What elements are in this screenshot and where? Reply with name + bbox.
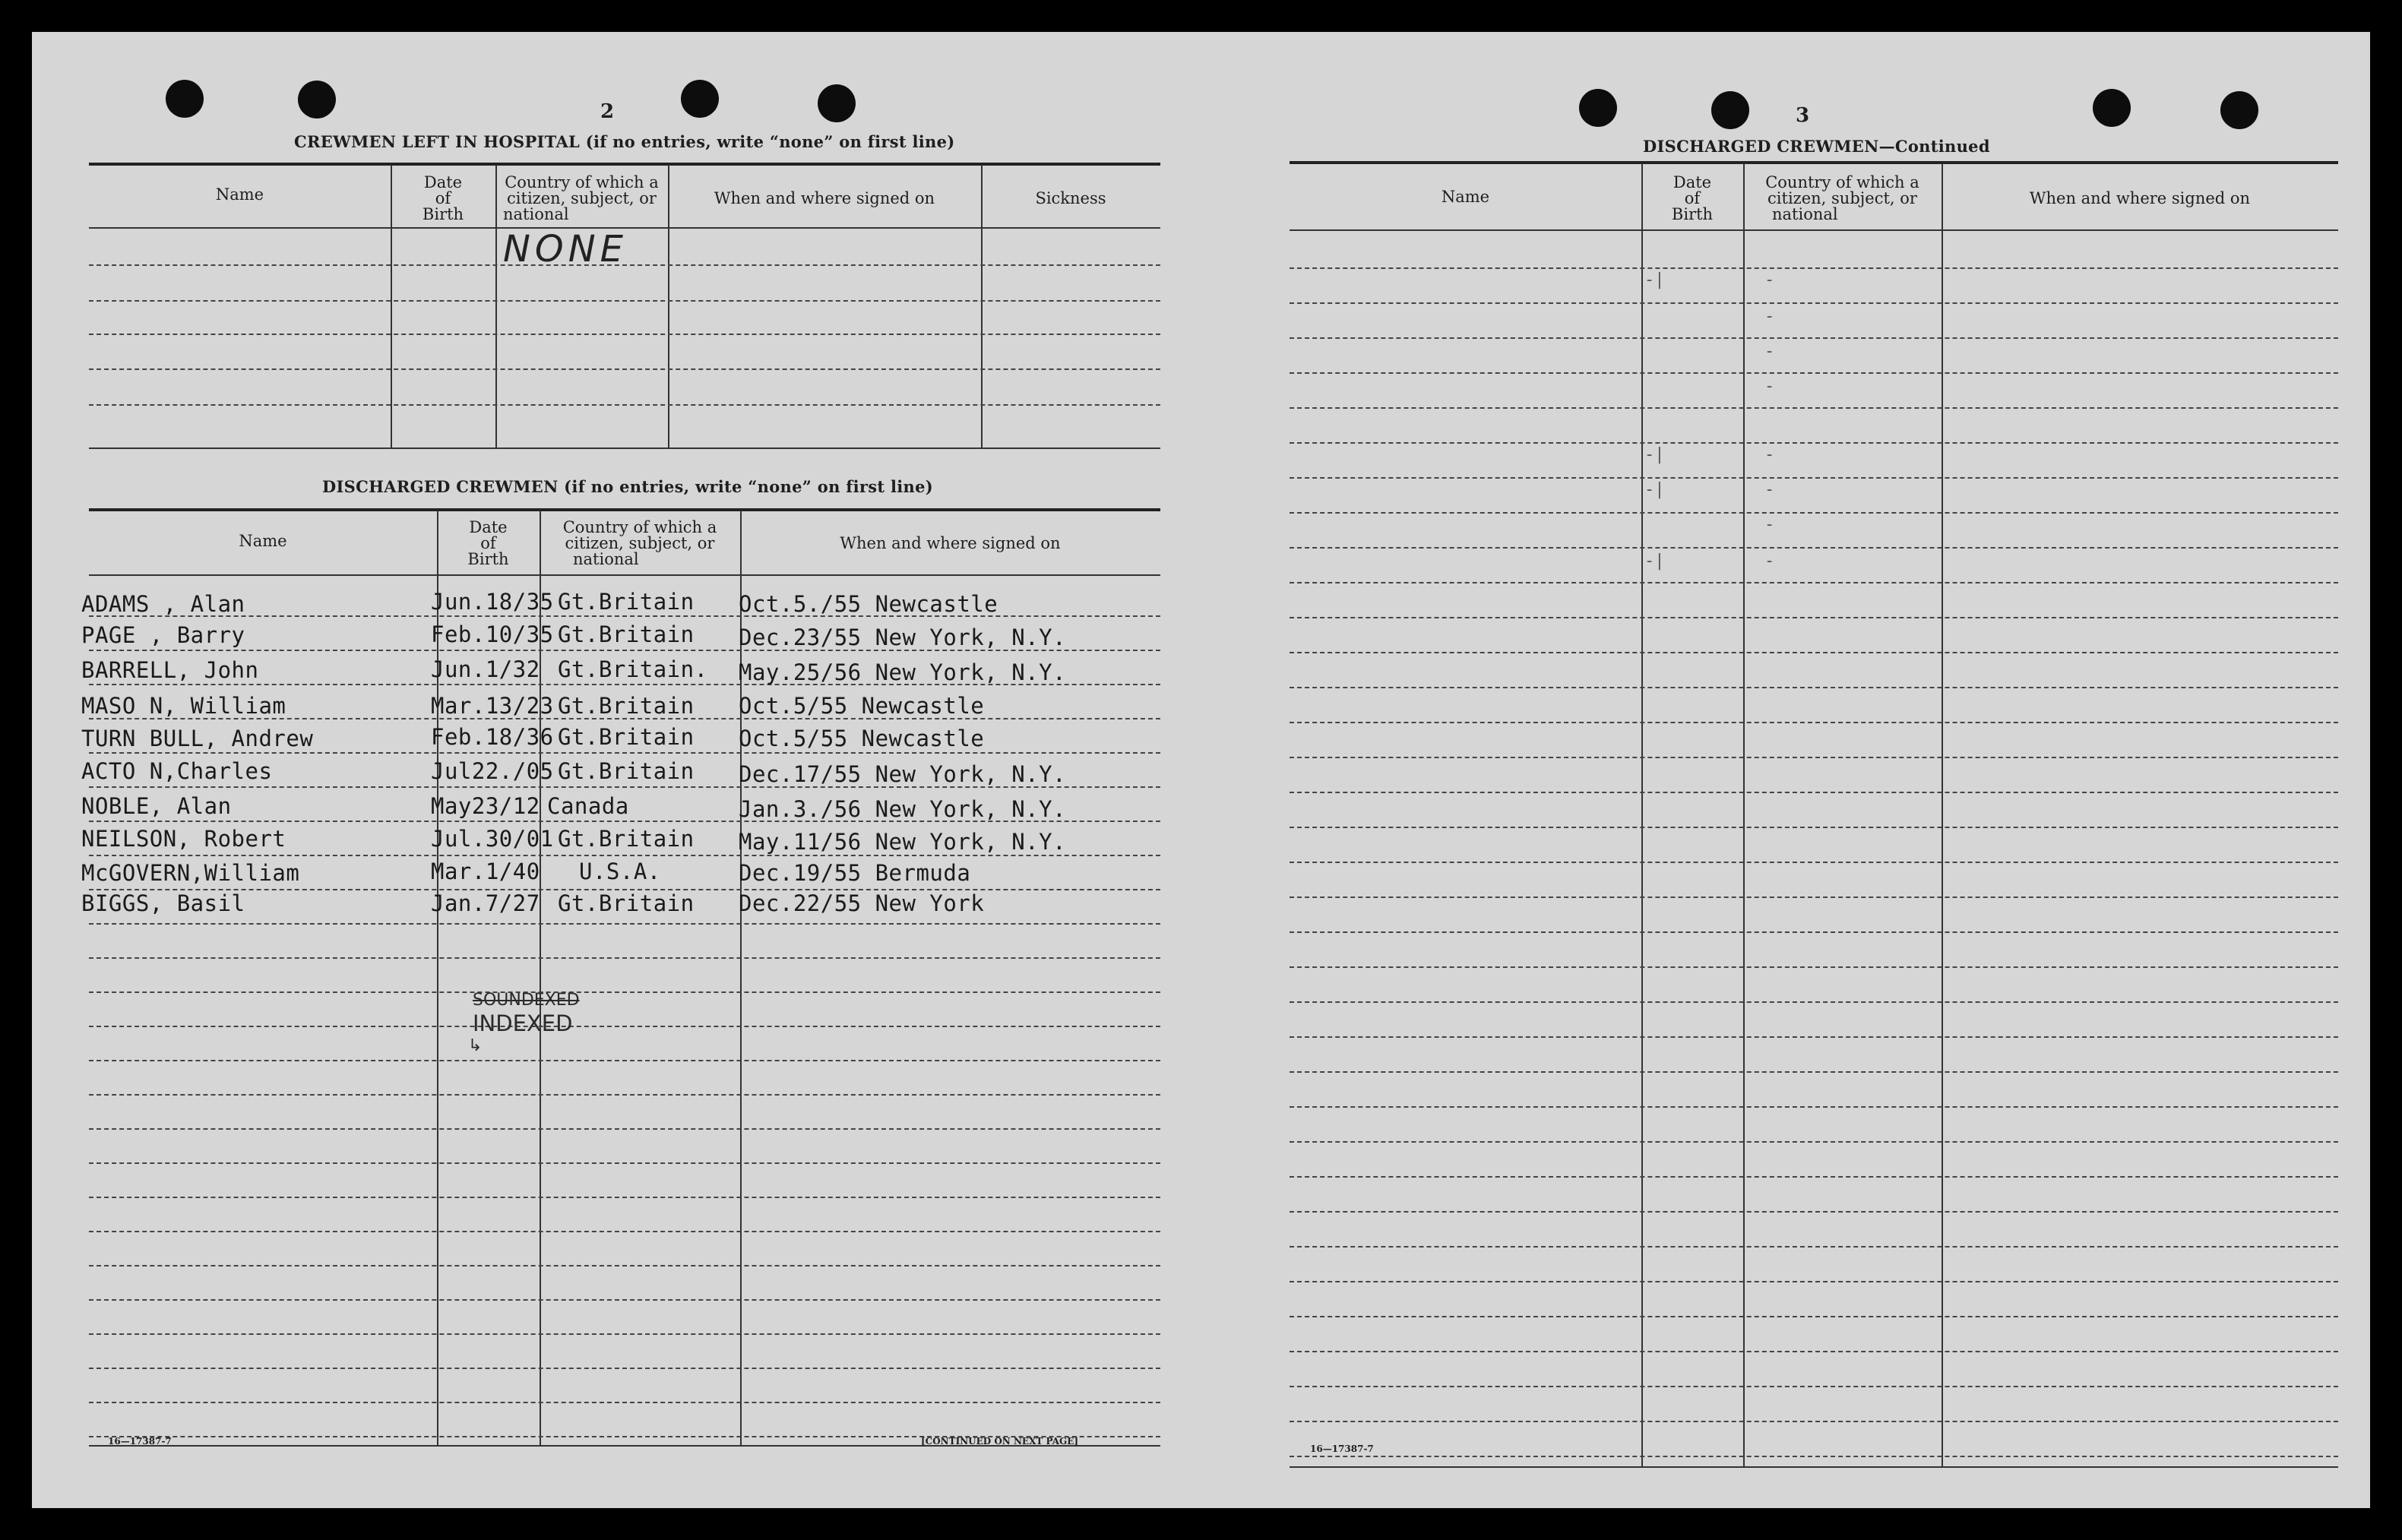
- entry-line: [1290, 862, 2338, 863]
- entry-line: [1290, 757, 2338, 758]
- entry-line: [1290, 1106, 2338, 1108]
- crewman-dob: Jan.7/27: [431, 890, 540, 916]
- faint-mark: -: [1764, 342, 1775, 361]
- column-header-dob: of: [480, 534, 496, 552]
- table-rule: [1290, 1466, 2338, 1468]
- entry-line: [89, 1265, 1160, 1266]
- column-header-signed: When and where signed on: [714, 189, 935, 207]
- entry-line: [89, 1094, 1160, 1096]
- crewman-country: Gt.Britain: [558, 724, 695, 750]
- entry-line: [89, 615, 1160, 617]
- crewman-dob: Jun.1/32: [431, 656, 540, 682]
- entry-line: [89, 1231, 1160, 1232]
- entry-line: [1290, 407, 2338, 409]
- entry-line: [89, 1128, 1160, 1130]
- entry-line: [1290, 1456, 2338, 1457]
- table-rule: [89, 163, 1160, 166]
- entry-line: [1290, 547, 2338, 549]
- column-header-country: national: [1772, 205, 1838, 223]
- crewman-signed-on: May.11/56 New York, N.Y.: [739, 829, 1067, 855]
- column-header-dob: of: [435, 189, 451, 207]
- document-sheet: [32, 32, 2370, 1508]
- continued-note: [CONTINUED ON NEXT PAGE]: [921, 1436, 1079, 1447]
- form-number: 16—17387-7: [1310, 1444, 1374, 1454]
- faint-mark: -: [1764, 377, 1775, 396]
- faint-mark: -|: [1644, 552, 1665, 571]
- table-rule: [1290, 161, 2338, 164]
- crewman-country: Gt.Britain: [558, 826, 695, 852]
- form-number: 16—17387-7: [108, 1436, 172, 1447]
- column-header-country: citizen, subject, or: [565, 534, 715, 552]
- crewman-name: TURN BULL, Andrew: [81, 726, 314, 751]
- crewman-country: Gt.Britain: [558, 621, 695, 647]
- crewman-country: Gt.Britain: [558, 890, 695, 916]
- crewman-dob: Jun.18/35: [431, 589, 554, 615]
- crewman-name: NEILSON, Robert: [81, 826, 286, 852]
- column-header-country: Country of which a: [562, 518, 717, 536]
- crewman-country: Gt.Britain: [558, 693, 695, 719]
- entry-line: [1290, 1036, 2338, 1038]
- entry-line: [1290, 442, 2338, 444]
- crewman-dob: Jul22./05: [431, 758, 554, 784]
- crewman-signed-on: Dec.22/55 New York: [739, 890, 985, 916]
- column-header-signed: When and where signed on: [840, 534, 1061, 552]
- crewman-name: NOBLE, Alan: [81, 793, 232, 819]
- entry-line: [1290, 337, 2338, 339]
- column-header-sickness: Sickness: [1035, 189, 1106, 207]
- crewman-signed-on: May.25/56 New York, N.Y.: [739, 659, 1067, 685]
- entry-line: [1290, 372, 2338, 374]
- entry-line: [1290, 1421, 2338, 1422]
- entry-line: [1290, 722, 2338, 723]
- column-header-signed: When and where signed on: [2029, 189, 2251, 207]
- crewman-signed-on: Jan.3./56 New York, N.Y.: [739, 796, 1067, 822]
- entry-line: [89, 957, 1160, 959]
- faint-mark: -|: [1644, 480, 1665, 499]
- entry-line: [89, 404, 1160, 406]
- entry-line: [1290, 1211, 2338, 1213]
- entry-line: [1290, 652, 2338, 653]
- entry-line: [1290, 1386, 2338, 1387]
- table-rule: [89, 447, 1160, 449]
- crewman-country: Canada: [547, 793, 629, 819]
- faint-mark: -: [1764, 552, 1775, 571]
- entry-line: [1290, 1281, 2338, 1282]
- entry-line: [89, 923, 1160, 925]
- column-header-country: Country of which a: [1765, 173, 1919, 191]
- left-page: [32, 32, 1202, 1508]
- punch-hole: [681, 80, 719, 118]
- punch-hole: [166, 80, 204, 118]
- table-rule: [1290, 229, 2338, 231]
- crewman-country: Gt.Britain.: [558, 656, 708, 682]
- entry-line: [89, 1026, 1160, 1027]
- entry-line: [1290, 582, 2338, 583]
- entry-line: [89, 334, 1160, 335]
- punch-hole: [298, 81, 336, 119]
- discharged-section-title: DISCHARGED CREWMEN (if no entries, write “none” on first line): [322, 477, 933, 496]
- crewman-signed-on: Dec.17/55 New York, N.Y.: [739, 761, 1067, 787]
- entry-line: [1290, 1316, 2338, 1317]
- discharged-continued-title: DISCHARGED CREWMEN—Continued: [1643, 137, 1990, 156]
- entry-line: [1290, 931, 2338, 933]
- page-number: 3: [1796, 104, 1810, 127]
- column-header-dob: Birth: [422, 205, 464, 223]
- crewman-name: ACTO N,Charles: [81, 758, 273, 784]
- stamp-arrow-icon: ↳: [468, 1036, 483, 1055]
- faint-mark: -: [1764, 270, 1775, 289]
- faint-mark: -: [1764, 480, 1775, 499]
- crewman-dob: Feb.10/35: [431, 621, 554, 647]
- entry-line: [1290, 477, 2338, 479]
- soundexed-stamp: SOUNDEXED: [473, 991, 580, 1010]
- crewman-dob: Feb.18/36: [431, 724, 554, 750]
- punch-hole: [2093, 89, 2131, 127]
- crewman-name: PAGE , Barry: [81, 622, 245, 648]
- crewman-dob: May23/12: [431, 793, 540, 819]
- column-header-name: Name: [215, 185, 264, 204]
- punch-hole: [1579, 89, 1617, 127]
- column-header-country: national: [503, 205, 569, 223]
- entry-line: [1290, 966, 2338, 968]
- column-header-name: Name: [1441, 188, 1490, 206]
- crewman-dob: Jul.30/01: [431, 826, 554, 852]
- entry-line: [89, 1162, 1160, 1164]
- entry-line: [1290, 1176, 2338, 1178]
- column-header-dob: Date: [469, 518, 508, 536]
- column-header-dob: Birth: [1671, 205, 1714, 223]
- entry-line: [89, 1368, 1160, 1369]
- column-rule: [1743, 163, 1745, 1468]
- crewman-signed-on: Oct.5/55 Newcastle: [739, 693, 985, 719]
- column-header-dob: of: [1684, 189, 1701, 207]
- entry-line: [1290, 827, 2338, 828]
- crewman-country: Gt.Britain: [558, 589, 695, 615]
- indexed-stamp: INDEXED: [473, 1010, 573, 1036]
- crewman-name: ADAMS , Alan: [81, 591, 245, 617]
- column-rule: [1641, 163, 1643, 1468]
- faint-mark: -: [1764, 445, 1775, 464]
- column-header-dob: Date: [1673, 173, 1712, 191]
- entry-line: [89, 855, 1160, 856]
- entry-line: [1290, 1351, 2338, 1352]
- column-header-country: citizen, subject, or: [1767, 189, 1917, 207]
- entry-line: [1290, 792, 2338, 793]
- table-rule: [89, 574, 1160, 576]
- hospital-section-title: CREWMEN LEFT IN HOSPITAL (if no entries, write “none” on first line): [294, 132, 955, 151]
- punch-hole: [2220, 91, 2258, 129]
- column-header-dob: Birth: [467, 550, 509, 568]
- entry-line: [89, 1299, 1160, 1301]
- entry-line: [89, 991, 1160, 993]
- page-number: 2: [600, 100, 615, 123]
- column-header-country: Country of which a: [505, 173, 659, 191]
- crewman-name: MASO N, William: [81, 693, 286, 719]
- column-header-country: citizen, subject, or: [507, 189, 657, 207]
- column-header-dob: Date: [423, 173, 463, 191]
- punch-hole: [1711, 91, 1749, 129]
- punch-hole: [818, 84, 856, 122]
- entry-line: [1290, 1246, 2338, 1247]
- entry-line: [89, 1402, 1160, 1403]
- entry-line: [89, 1197, 1160, 1198]
- entry-line: [1290, 512, 2338, 514]
- entry-line: [1290, 896, 2338, 898]
- entry-line: [1290, 1071, 2338, 1073]
- column-header-name: Name: [239, 532, 287, 550]
- entry-line: [89, 1060, 1160, 1061]
- faint-mark: -|: [1644, 270, 1665, 289]
- crewman-signed-on: Dec.23/55 New York, N.Y.: [739, 625, 1067, 650]
- crewman-dob: Mar.1/40: [431, 859, 540, 884]
- entry-line: [89, 752, 1160, 754]
- handwritten-none-entry: NONE: [503, 228, 628, 270]
- faint-mark: -: [1764, 307, 1775, 326]
- crewman-name: BARRELL, John: [81, 657, 259, 683]
- entry-line: [1290, 687, 2338, 688]
- crewman-name: McGOVERN,William: [81, 860, 300, 886]
- right-page: [1202, 32, 2370, 1508]
- entry-line: [1290, 302, 2338, 304]
- entry-line: [1290, 1141, 2338, 1143]
- entry-line: [89, 1333, 1160, 1335]
- crewman-country: Gt.Britain: [558, 758, 695, 784]
- entry-line: [1290, 617, 2338, 618]
- entry-line: [1290, 1001, 2338, 1003]
- crewman-country: U.S.A.: [579, 859, 661, 884]
- crewman-name: BIGGS, Basil: [81, 890, 245, 916]
- table-rule: [89, 508, 1160, 511]
- faint-mark: -|: [1644, 445, 1665, 464]
- entry-line: [89, 368, 1160, 370]
- column-header-country: national: [573, 550, 639, 568]
- entry-line: [1290, 267, 2338, 269]
- crewman-dob: Mar.13/23: [431, 693, 554, 719]
- entry-line: [89, 300, 1160, 302]
- crewman-signed-on: Dec.19/55 Bermuda: [739, 860, 971, 886]
- faint-mark: -: [1764, 515, 1775, 534]
- crewman-signed-on: Oct.5./55 Newcastle: [739, 591, 998, 617]
- column-rule: [1942, 163, 1943, 1468]
- crewman-signed-on: Oct.5/55 Newcastle: [739, 726, 985, 751]
